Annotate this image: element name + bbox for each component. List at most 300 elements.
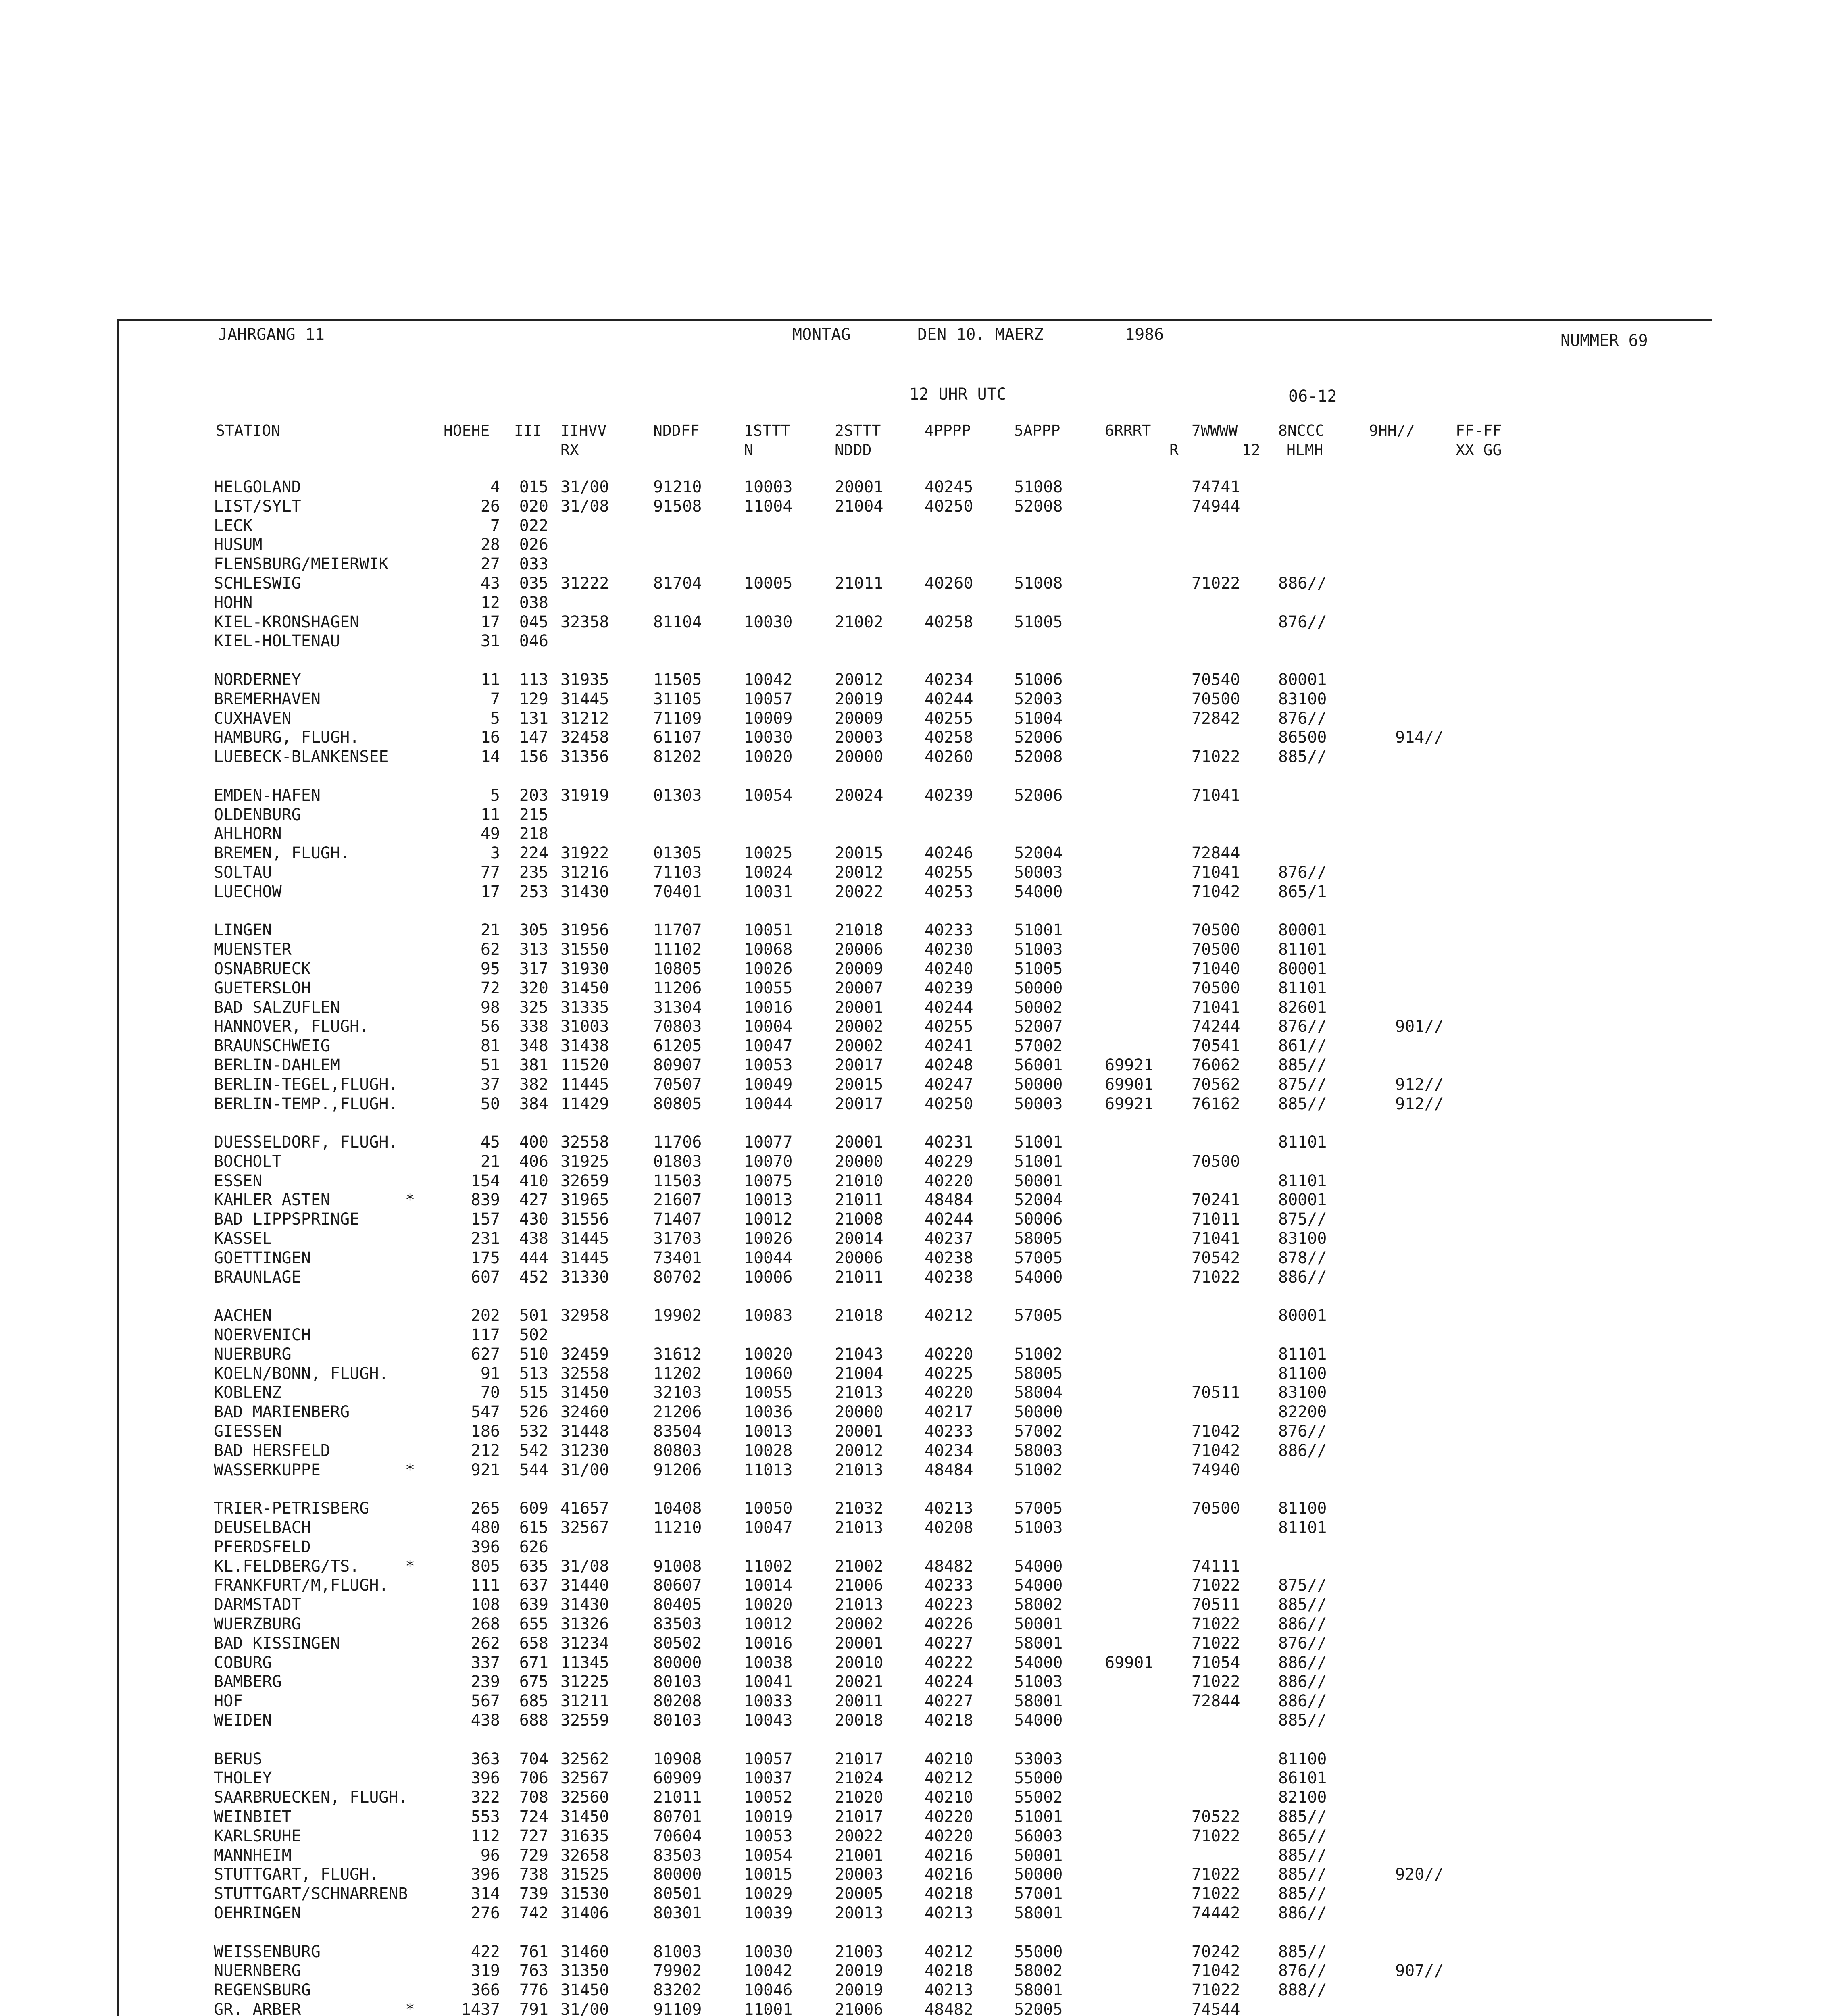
group-7wwww: 71042 bbox=[1192, 1422, 1240, 1441]
group-1sttt: 10054 bbox=[744, 786, 793, 805]
col-iii: III bbox=[514, 422, 542, 439]
group-nddff: 21607 bbox=[653, 1191, 702, 1210]
group-7wwww: 71041 bbox=[1192, 863, 1240, 882]
group-nddff: 91508 bbox=[653, 497, 702, 516]
group-8nccc: 885// bbox=[1278, 1807, 1327, 1826]
group-5appp: 54000 bbox=[1014, 1576, 1063, 1595]
col-5appp: 5APPP bbox=[1014, 422, 1060, 439]
station-height: 231 bbox=[471, 1229, 500, 1248]
group-nddff: 31105 bbox=[653, 689, 702, 708]
group-1sttt: 10051 bbox=[744, 921, 793, 940]
group-1sttt: 10014 bbox=[744, 1576, 793, 1595]
station-id: 791 bbox=[519, 2000, 548, 2016]
group-2sttt: 20003 bbox=[835, 728, 883, 747]
table-row bbox=[0, 1191, 1848, 1210]
group-7wwww: 71022 bbox=[1192, 574, 1240, 593]
group-iihvv: 31438 bbox=[560, 1037, 609, 1056]
group-nddff: 11202 bbox=[653, 1364, 702, 1383]
group-8nccc: 876// bbox=[1278, 1017, 1327, 1036]
group-7wwww: 76062 bbox=[1192, 1056, 1240, 1075]
group-2sttt: 20014 bbox=[835, 1229, 883, 1248]
station-id: 513 bbox=[519, 1364, 548, 1383]
group-2sttt: 20012 bbox=[835, 670, 883, 689]
group-2sttt: 20015 bbox=[835, 1075, 883, 1094]
station-height: 21 bbox=[480, 1152, 500, 1171]
group-iihvv: 31/08 bbox=[560, 497, 609, 516]
group-5appp: 55000 bbox=[1014, 1769, 1063, 1788]
station-id: 708 bbox=[519, 1788, 548, 1807]
group-5appp: 54000 bbox=[1014, 1557, 1063, 1576]
group-7wwww: 70500 bbox=[1192, 1499, 1240, 1518]
station-id: 655 bbox=[519, 1615, 548, 1634]
station-id: 317 bbox=[519, 959, 548, 978]
station-height: 202 bbox=[471, 1306, 500, 1325]
group-4pppp: 40208 bbox=[925, 1518, 973, 1537]
group-1sttt: 11013 bbox=[744, 1460, 793, 1479]
station-height: 212 bbox=[471, 1441, 500, 1460]
group-7wwww: 70522 bbox=[1192, 1807, 1240, 1826]
group-7wwww: 71041 bbox=[1192, 786, 1240, 805]
table-row bbox=[0, 1557, 1848, 1577]
group-nddff: 83504 bbox=[653, 1422, 702, 1441]
group-5appp: 51008 bbox=[1014, 478, 1063, 496]
station-id: 739 bbox=[519, 1885, 548, 1904]
station-name: GR. ARBER bbox=[214, 2000, 301, 2016]
station-height: 438 bbox=[471, 1711, 500, 1730]
group-spacer bbox=[0, 902, 1848, 921]
group-iihvv: 31445 bbox=[560, 689, 609, 708]
station-height: 480 bbox=[471, 1518, 500, 1537]
group-8nccc: 876// bbox=[1278, 1962, 1327, 1981]
station-height: 81 bbox=[480, 1037, 500, 1056]
station-height: 50 bbox=[480, 1094, 500, 1113]
table-row bbox=[0, 1403, 1848, 1422]
table-row bbox=[0, 671, 1848, 690]
station-name: BREMEN, FLUGH. bbox=[214, 844, 350, 863]
group-2sttt: 21011 bbox=[835, 1268, 883, 1287]
group-5appp: 51001 bbox=[1014, 1807, 1063, 1826]
group-5appp: 52008 bbox=[1014, 748, 1063, 766]
station-name: STUTTGART/SCHNARRENB bbox=[214, 1885, 408, 1904]
station-name: BERLIN-TEGEL,FLUGH. bbox=[214, 1075, 398, 1094]
group-8nccc: 885// bbox=[1278, 1885, 1327, 1904]
station-id: 022 bbox=[519, 516, 548, 535]
group-1sttt: 10020 bbox=[744, 1345, 793, 1364]
station-height: 268 bbox=[471, 1615, 500, 1634]
col-6rrrt-sub: R bbox=[1169, 441, 1179, 459]
group-iihvv: 31925 bbox=[560, 1152, 609, 1171]
station-id: 742 bbox=[519, 1904, 548, 1922]
group-6rrrt: 69901 bbox=[1105, 1653, 1154, 1672]
group-8nccc: 886// bbox=[1278, 1615, 1327, 1634]
station-name: NUERNBERG bbox=[214, 1962, 301, 1981]
group-8nccc: 876// bbox=[1278, 1634, 1327, 1653]
group-2sttt: 21003 bbox=[835, 1942, 883, 1961]
group-nddff: 11102 bbox=[653, 940, 702, 959]
table-row bbox=[0, 555, 1848, 574]
station-height: 45 bbox=[480, 1133, 500, 1152]
group-5appp: 52006 bbox=[1014, 728, 1063, 747]
group-4pppp: 40255 bbox=[925, 709, 973, 728]
group-7wwww: 76162 bbox=[1192, 1094, 1240, 1113]
station-height: 51 bbox=[480, 1056, 500, 1075]
group-1sttt: 10044 bbox=[744, 1094, 793, 1113]
table-row bbox=[0, 1634, 1848, 1654]
station-id: 658 bbox=[519, 1634, 548, 1653]
group-5appp: 54000 bbox=[1014, 1653, 1063, 1672]
station-height: 7 bbox=[490, 689, 500, 708]
station-name: SAARBRUECKEN, FLUGH. bbox=[214, 1788, 408, 1807]
group-4pppp: 40220 bbox=[925, 1383, 973, 1402]
group-4pppp: 40260 bbox=[925, 574, 973, 593]
group-8nccc: 83100 bbox=[1278, 1383, 1327, 1402]
group-5appp: 58005 bbox=[1014, 1229, 1063, 1248]
station-id: 626 bbox=[519, 1537, 548, 1556]
issue-number: NUMMER 69 bbox=[1560, 331, 1648, 350]
group-1sttt: 10057 bbox=[744, 1749, 793, 1768]
table-row bbox=[0, 1017, 1848, 1037]
group-iihvv: 32559 bbox=[560, 1711, 609, 1730]
group-nddff: 60909 bbox=[653, 1769, 702, 1788]
group-7wwww: 70500 bbox=[1192, 689, 1240, 708]
group-nddff: 71103 bbox=[653, 863, 702, 882]
group-8nccc: 885// bbox=[1278, 1942, 1327, 1961]
group-1sttt: 10026 bbox=[744, 1229, 793, 1248]
group-9hh: 901// bbox=[1395, 1017, 1444, 1036]
group-iihvv: 31956 bbox=[560, 921, 609, 940]
group-nddff: 11706 bbox=[653, 1133, 702, 1152]
group-5appp: 58004 bbox=[1014, 1383, 1063, 1402]
group-4pppp: 40233 bbox=[925, 1576, 973, 1595]
station-id: 776 bbox=[519, 1981, 548, 2000]
group-4pppp: 40239 bbox=[925, 979, 973, 998]
group-iihvv: 31550 bbox=[560, 940, 609, 959]
group-nddff: 80907 bbox=[653, 1056, 702, 1075]
station-height: 322 bbox=[471, 1788, 500, 1807]
group-5appp: 55002 bbox=[1014, 1788, 1063, 1807]
station-name: WUERZBURG bbox=[214, 1615, 301, 1634]
group-2sttt: 20009 bbox=[835, 959, 883, 978]
col-iihvv: IIHVV bbox=[560, 422, 607, 439]
group-2sttt: 20019 bbox=[835, 689, 883, 708]
group-7wwww: 71054 bbox=[1192, 1653, 1240, 1672]
station-name: HUSUM bbox=[214, 535, 263, 554]
group-7wwww: 71022 bbox=[1192, 1826, 1240, 1845]
col-9hh: 9HH// bbox=[1369, 422, 1415, 439]
station-height: 70 bbox=[480, 1383, 500, 1402]
table-row bbox=[0, 825, 1848, 844]
group-7wwww: 70500 bbox=[1192, 979, 1240, 998]
table-row bbox=[0, 1538, 1848, 1557]
table-row bbox=[0, 1152, 1848, 1172]
group-nddff: 81104 bbox=[653, 612, 702, 631]
station-id: 026 bbox=[519, 535, 548, 554]
station-id: 129 bbox=[519, 689, 548, 708]
group-4pppp: 40238 bbox=[925, 1268, 973, 1287]
station-height: 3 bbox=[490, 844, 500, 863]
weekday-label: MONTAG bbox=[792, 325, 851, 344]
group-4pppp: 40253 bbox=[925, 882, 973, 901]
group-4pppp: 40250 bbox=[925, 1094, 973, 1113]
group-7wwww: 70500 bbox=[1192, 921, 1240, 940]
table-row bbox=[0, 613, 1848, 632]
group-8nccc: 886// bbox=[1278, 1268, 1327, 1287]
group-1sttt: 10068 bbox=[744, 940, 793, 959]
station-name: EMDEN-HAFEN bbox=[214, 786, 321, 805]
group-8nccc: 81100 bbox=[1278, 1364, 1327, 1383]
group-1sttt: 10055 bbox=[744, 1383, 793, 1402]
station-height: 921 bbox=[471, 1460, 500, 1479]
group-iihvv: 31525 bbox=[560, 1865, 609, 1884]
station-name: GIESSEN bbox=[214, 1422, 282, 1441]
group-iihvv: 11520 bbox=[560, 1056, 609, 1075]
group-8nccc: 875// bbox=[1278, 1210, 1327, 1229]
station-name: KIEL-HOLTENAU bbox=[214, 632, 340, 651]
group-6rrrt: 69921 bbox=[1105, 1056, 1154, 1075]
group-2sttt: 21013 bbox=[835, 1383, 883, 1402]
station-id: 045 bbox=[519, 612, 548, 631]
group-iihvv: 31222 bbox=[560, 574, 609, 593]
group-1sttt: 10050 bbox=[744, 1499, 793, 1518]
group-4pppp: 40229 bbox=[925, 1152, 973, 1171]
station-height: 111 bbox=[471, 1576, 500, 1595]
table-row bbox=[0, 1345, 1848, 1364]
group-5appp: 58001 bbox=[1014, 1692, 1063, 1711]
group-iihvv: 31448 bbox=[560, 1422, 609, 1441]
col-4pppp: 4PPPP bbox=[925, 422, 971, 439]
group-2sttt: 21018 bbox=[835, 1306, 883, 1325]
station-name: BERLIN-TEMP.,FLUGH. bbox=[214, 1094, 398, 1113]
group-1sttt: 10042 bbox=[744, 1962, 793, 1981]
station-name: SCHLESWIG bbox=[214, 574, 301, 593]
station-id: 338 bbox=[519, 1017, 548, 1036]
station-name: DARMSTADT bbox=[214, 1595, 301, 1614]
group-iihvv: 31930 bbox=[560, 959, 609, 978]
group-4pppp: 40234 bbox=[925, 670, 973, 689]
group-iihvv: 31430 bbox=[560, 1595, 609, 1614]
group-5appp: 50000 bbox=[1014, 1865, 1063, 1884]
station-name: DEUSELBACH bbox=[214, 1518, 311, 1537]
group-iihvv: 31450 bbox=[560, 979, 609, 998]
group-7wwww: 74741 bbox=[1192, 478, 1240, 496]
group-8nccc: 81101 bbox=[1278, 1171, 1327, 1190]
group-nddff: 91206 bbox=[653, 1460, 702, 1479]
jahrgang-label: JAHRGANG 11 bbox=[218, 325, 325, 344]
station-height: 5 bbox=[490, 709, 500, 728]
station-id: 305 bbox=[519, 921, 548, 940]
group-5appp: 50000 bbox=[1014, 979, 1063, 998]
station-id: 671 bbox=[519, 1653, 548, 1672]
station-height: 16 bbox=[480, 728, 500, 747]
group-4pppp: 40213 bbox=[925, 1904, 973, 1922]
group-nddff: 80805 bbox=[653, 1094, 702, 1113]
col-2sttt: 2STTT bbox=[835, 422, 881, 439]
group-4pppp: 40210 bbox=[925, 1749, 973, 1768]
col-ff-ff-sub: XX GG bbox=[1456, 441, 1502, 459]
group-2sttt: 21004 bbox=[835, 1364, 883, 1383]
group-nddff: 91109 bbox=[653, 2000, 702, 2016]
col-station: STATION bbox=[216, 422, 281, 439]
group-1sttt: 10038 bbox=[744, 1653, 793, 1672]
table-row bbox=[0, 478, 1848, 497]
station-name: LUECHOW bbox=[214, 882, 282, 901]
group-1sttt: 10012 bbox=[744, 1615, 793, 1634]
station-height: 91 bbox=[480, 1364, 500, 1383]
group-nddff: 19902 bbox=[653, 1306, 702, 1325]
group-5appp: 56003 bbox=[1014, 1826, 1063, 1845]
station-name: NORDERNEY bbox=[214, 670, 301, 689]
station-id: 046 bbox=[519, 632, 548, 651]
group-4pppp: 40212 bbox=[925, 1942, 973, 1961]
station-height: 11 bbox=[480, 805, 500, 824]
station-id: 033 bbox=[519, 555, 548, 574]
station-name: BAD SALZUFLEN bbox=[214, 998, 340, 1017]
group-4pppp: 40220 bbox=[925, 1345, 973, 1364]
table-row bbox=[0, 1364, 1848, 1384]
station-id: 637 bbox=[519, 1576, 548, 1595]
group-8nccc: 876// bbox=[1278, 1422, 1327, 1441]
group-nddff: 21206 bbox=[653, 1403, 702, 1422]
group-5appp: 58005 bbox=[1014, 1364, 1063, 1383]
group-4pppp: 40226 bbox=[925, 1615, 973, 1634]
group-2sttt: 20001 bbox=[835, 1634, 883, 1653]
table-row bbox=[0, 1268, 1848, 1287]
station-name: BERUS bbox=[214, 1749, 263, 1768]
group-iihvv: 31216 bbox=[560, 863, 609, 882]
group-nddff: 70604 bbox=[653, 1826, 702, 1845]
table-row bbox=[0, 1692, 1848, 1711]
group-2sttt: 20010 bbox=[835, 1653, 883, 1672]
group-4pppp: 40225 bbox=[925, 1364, 973, 1383]
group-2sttt: 21004 bbox=[835, 497, 883, 516]
station-id: 526 bbox=[519, 1403, 548, 1422]
group-5appp: 52008 bbox=[1014, 497, 1063, 516]
station-id: 406 bbox=[519, 1152, 548, 1171]
group-8nccc: 886// bbox=[1278, 1692, 1327, 1711]
table-row bbox=[0, 1672, 1848, 1692]
group-5appp: 50000 bbox=[1014, 1403, 1063, 1422]
table-row bbox=[0, 1962, 1848, 1981]
station-name: KOBLENZ bbox=[214, 1383, 282, 1402]
group-2sttt: 21043 bbox=[835, 1345, 883, 1364]
group-1sttt: 10006 bbox=[744, 1268, 793, 1287]
group-7wwww: 71022 bbox=[1192, 748, 1240, 766]
group-1sttt: 10016 bbox=[744, 998, 793, 1017]
group-7wwww: 74111 bbox=[1192, 1557, 1240, 1576]
group-1sttt: 10047 bbox=[744, 1518, 793, 1537]
group-nddff: 81704 bbox=[653, 574, 702, 593]
group-2sttt: 21002 bbox=[835, 1557, 883, 1576]
group-4pppp: 48484 bbox=[925, 1191, 973, 1210]
group-nddff: 81003 bbox=[653, 1942, 702, 1961]
station-id: 615 bbox=[519, 1518, 548, 1537]
group-1sttt: 10043 bbox=[744, 1711, 793, 1730]
group-1sttt: 10030 bbox=[744, 728, 793, 747]
station-height: 805 bbox=[471, 1557, 500, 1576]
group-nddff: 80000 bbox=[653, 1653, 702, 1672]
station-id: 203 bbox=[519, 786, 548, 805]
station-id: 761 bbox=[519, 1942, 548, 1961]
group-nddff: 81202 bbox=[653, 748, 702, 766]
group-5appp: 51003 bbox=[1014, 1672, 1063, 1691]
station-id: 438 bbox=[519, 1229, 548, 1248]
group-nddff: 10408 bbox=[653, 1499, 702, 1518]
station-name: FLENSBURG/MEIERWIK bbox=[214, 555, 389, 574]
station-height: 43 bbox=[480, 574, 500, 593]
group-iihvv: 31350 bbox=[560, 1962, 609, 1981]
group-spacer bbox=[0, 1114, 1848, 1133]
period-label: 06-12 bbox=[1288, 387, 1337, 406]
table-row bbox=[0, 1576, 1848, 1595]
group-5appp: 52003 bbox=[1014, 689, 1063, 708]
year-label: 1986 bbox=[1125, 325, 1164, 344]
col-iihvv-sub: RX bbox=[560, 441, 579, 459]
group-nddff: 83503 bbox=[653, 1615, 702, 1634]
group-5appp: 51003 bbox=[1014, 940, 1063, 959]
group-nddff: 80607 bbox=[653, 1576, 702, 1595]
group-4pppp: 40240 bbox=[925, 959, 973, 978]
station-height: 337 bbox=[471, 1653, 500, 1672]
table-row bbox=[0, 728, 1848, 748]
station-height: 154 bbox=[471, 1171, 500, 1190]
group-iihvv: 32562 bbox=[560, 1749, 609, 1768]
station-height: 607 bbox=[471, 1268, 500, 1287]
group-4pppp: 40213 bbox=[925, 1499, 973, 1518]
group-1sttt: 10057 bbox=[744, 689, 793, 708]
group-iihvv: 31225 bbox=[560, 1672, 609, 1691]
group-2sttt: 21017 bbox=[835, 1749, 883, 1768]
table-row bbox=[0, 1654, 1848, 1673]
group-1sttt: 10060 bbox=[744, 1364, 793, 1383]
station-height: 96 bbox=[480, 1846, 500, 1865]
group-4pppp: 40248 bbox=[925, 1056, 973, 1075]
station-name: WEISSENBURG bbox=[214, 1942, 321, 1961]
table-row bbox=[0, 1422, 1848, 1441]
station-height: 314 bbox=[471, 1885, 500, 1904]
group-7wwww: 71022 bbox=[1192, 1576, 1240, 1595]
station-height: 49 bbox=[480, 825, 500, 843]
station-name: PFERDSFELD bbox=[214, 1537, 311, 1556]
group-9hh: 907// bbox=[1395, 1962, 1444, 1981]
group-iihvv: 31406 bbox=[560, 1904, 609, 1922]
station-height: 28 bbox=[480, 535, 500, 554]
group-8nccc: 876// bbox=[1278, 863, 1327, 882]
group-2sttt: 21011 bbox=[835, 574, 883, 593]
group-2sttt: 21013 bbox=[835, 1595, 883, 1614]
group-2sttt: 21013 bbox=[835, 1460, 883, 1479]
table-row bbox=[0, 1885, 1848, 1904]
group-1sttt: 10070 bbox=[744, 1152, 793, 1171]
group-2sttt: 20002 bbox=[835, 1615, 883, 1634]
group-8nccc: 886// bbox=[1278, 1672, 1327, 1691]
table-row bbox=[0, 1827, 1848, 1846]
group-4pppp: 40245 bbox=[925, 478, 973, 496]
station-name: NOERVENICH bbox=[214, 1326, 311, 1345]
group-5appp: 50002 bbox=[1014, 998, 1063, 1017]
group-nddff: 31703 bbox=[653, 1229, 702, 1248]
station-name: CUXHAVEN bbox=[214, 709, 292, 728]
station-height: 95 bbox=[480, 959, 500, 978]
group-7wwww: 71022 bbox=[1192, 1865, 1240, 1884]
group-iihvv: 32458 bbox=[560, 728, 609, 747]
table-row bbox=[0, 632, 1848, 651]
group-8nccc: 875// bbox=[1278, 1075, 1327, 1094]
group-iihvv: 31335 bbox=[560, 998, 609, 1017]
group-7wwww: 74944 bbox=[1192, 497, 1240, 516]
group-iihvv: 32658 bbox=[560, 1846, 609, 1865]
group-iihvv: 31212 bbox=[560, 709, 609, 728]
group-4pppp: 48482 bbox=[925, 1557, 973, 1576]
